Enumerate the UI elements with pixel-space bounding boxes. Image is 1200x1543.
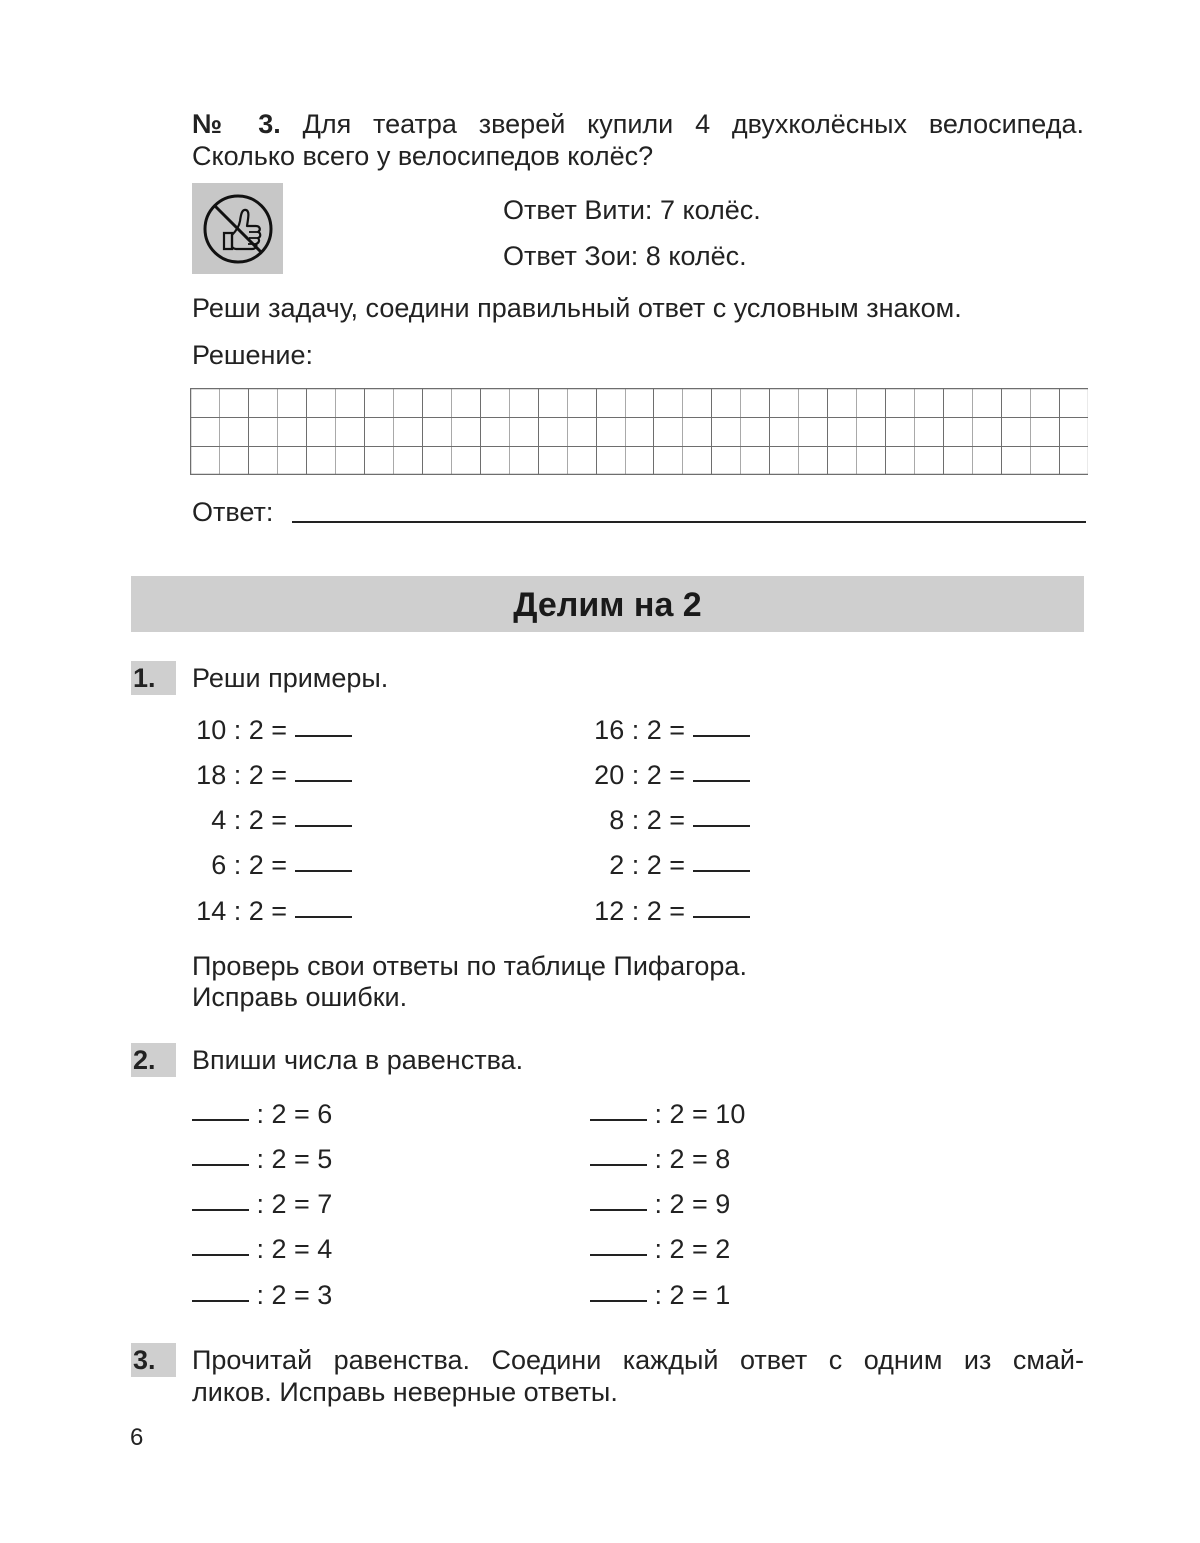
task3-statement-line1 xyxy=(192,108,1084,140)
solution-grid[interactable] xyxy=(190,388,1088,475)
ex2-left-expression: : 2 = 3 xyxy=(256,1280,333,1310)
ex2-row xyxy=(590,1143,730,1175)
ex1-right-answer-blank[interactable] xyxy=(693,780,750,782)
ex2-right-answer-blank[interactable] xyxy=(590,1254,647,1256)
ex2-row xyxy=(590,1188,730,1220)
ex1-row xyxy=(192,759,352,791)
ex2-right-answer-blank[interactable] xyxy=(590,1209,647,1211)
section-title: Делим на 2 xyxy=(513,586,702,624)
solution-label: Решение: xyxy=(192,340,314,370)
ex2-right-expression: : 2 = 9 xyxy=(654,1189,731,1219)
ex1-row xyxy=(590,759,750,791)
ex2-left-answer-blank[interactable] xyxy=(192,1164,249,1166)
ex1-left-expression: 6 : 2 = xyxy=(211,850,287,880)
exercise2-number: 2. xyxy=(131,1043,176,1077)
ex2-row xyxy=(192,1233,332,1265)
exercise1-prompt: Реши примеры. xyxy=(192,663,389,693)
exercise3-number: 3. xyxy=(131,1343,176,1377)
ex2-right-expression: : 2 = 8 xyxy=(654,1144,731,1174)
exercise1-number: 1. xyxy=(131,661,176,695)
ex2-right-answer-blank[interactable] xyxy=(590,1300,647,1302)
ex2-row xyxy=(192,1098,332,1130)
ex2-left-expression: : 2 = 4 xyxy=(256,1234,333,1264)
ex1-right-expression: 20 : 2 = xyxy=(594,760,685,790)
task3-text-line1: Для театра зверей купили 4 двухколёсных велосипеда. xyxy=(302,109,1084,139)
ex2-left-expression: : 2 = 6 xyxy=(256,1099,333,1129)
ex1-right-answer-blank[interactable] xyxy=(693,916,750,918)
ex1-left-expression: 4 : 2 = xyxy=(211,805,287,835)
ex1-right-expression: 2 : 2 = xyxy=(609,850,685,880)
ex2-right-expression: : 2 = 1 xyxy=(654,1280,731,1310)
exercise1-check-line1: Проверь свои ответы по таблице Пифагора. xyxy=(192,951,747,981)
ex2-left-answer-blank[interactable] xyxy=(192,1119,249,1121)
page-number: 6 xyxy=(130,1424,144,1451)
ex2-left-expression: : 2 = 7 xyxy=(256,1189,333,1219)
exercise3-text-line2: ликов. Исправь неверные ответы. xyxy=(192,1377,618,1407)
answer-line[interactable] xyxy=(292,521,1086,523)
exercise1-check-line2: Исправь ошибки. xyxy=(192,982,408,1012)
ex2-right-answer-blank[interactable] xyxy=(590,1119,647,1121)
answer-zoya: Ответ Зои: 8 колёс. xyxy=(503,241,747,271)
ex2-row xyxy=(192,1279,332,1311)
ex1-right-expression: 16 : 2 = xyxy=(594,715,685,745)
ex1-left-expression: 14 : 2 = xyxy=(196,896,287,926)
ex2-row xyxy=(590,1098,745,1130)
exercise2-prompt: Впиши числа в равенства. xyxy=(192,1045,524,1075)
exercise3-text-line1: Прочитай равенства. Соедини каждый ответ с одним из смай- xyxy=(192,1345,1084,1375)
ex1-left-expression: 18 : 2 = xyxy=(196,760,287,790)
ex1-row xyxy=(192,895,352,927)
ex2-row xyxy=(192,1143,332,1175)
ex2-right-expression: : 2 = 2 xyxy=(654,1234,731,1264)
ex1-row xyxy=(590,895,750,927)
ex1-row xyxy=(192,714,352,746)
thumbs-up-icon xyxy=(192,183,283,274)
ex2-left-answer-blank[interactable] xyxy=(192,1254,249,1256)
task3-instruction: Реши задачу, соедини правильный ответ с условным знаком. xyxy=(192,293,962,323)
ex1-right-answer-blank[interactable] xyxy=(693,870,750,872)
ex1-row xyxy=(192,849,352,881)
ex1-left-answer-blank[interactable] xyxy=(295,825,352,827)
ex1-left-answer-blank[interactable] xyxy=(295,916,352,918)
ex1-left-answer-blank[interactable] xyxy=(295,870,352,872)
ex1-left-expression: 10 : 2 = xyxy=(196,715,287,745)
ex1-right-expression: 8 : 2 = xyxy=(609,805,685,835)
ex2-row xyxy=(590,1279,730,1311)
ex1-left-answer-blank[interactable] xyxy=(295,780,352,782)
ex1-row xyxy=(192,804,352,836)
ex1-row xyxy=(590,804,750,836)
ex2-row xyxy=(192,1188,332,1220)
ex2-right-expression: : 2 = 10 xyxy=(654,1099,746,1129)
ex1-left-answer-blank[interactable] xyxy=(295,735,352,737)
ex2-right-answer-blank[interactable] xyxy=(590,1164,647,1166)
answer-vitya: Ответ Вити: 7 колёс. xyxy=(503,195,761,225)
task3-number: № 3. xyxy=(192,109,281,139)
ex1-right-answer-blank[interactable] xyxy=(693,735,750,737)
ex1-right-answer-blank[interactable] xyxy=(693,825,750,827)
ex1-right-expression: 12 : 2 = xyxy=(594,896,685,926)
ex2-left-answer-blank[interactable] xyxy=(192,1300,249,1302)
ex2-left-expression: : 2 = 5 xyxy=(256,1144,333,1174)
ex2-row xyxy=(590,1233,730,1265)
ex1-row xyxy=(590,714,750,746)
ex2-left-answer-blank[interactable] xyxy=(192,1209,249,1211)
task3-text-line2: Сколько всего у велосипедов колёс? xyxy=(192,141,654,171)
ex1-row xyxy=(590,849,750,881)
answer-label: Ответ: xyxy=(192,497,274,527)
